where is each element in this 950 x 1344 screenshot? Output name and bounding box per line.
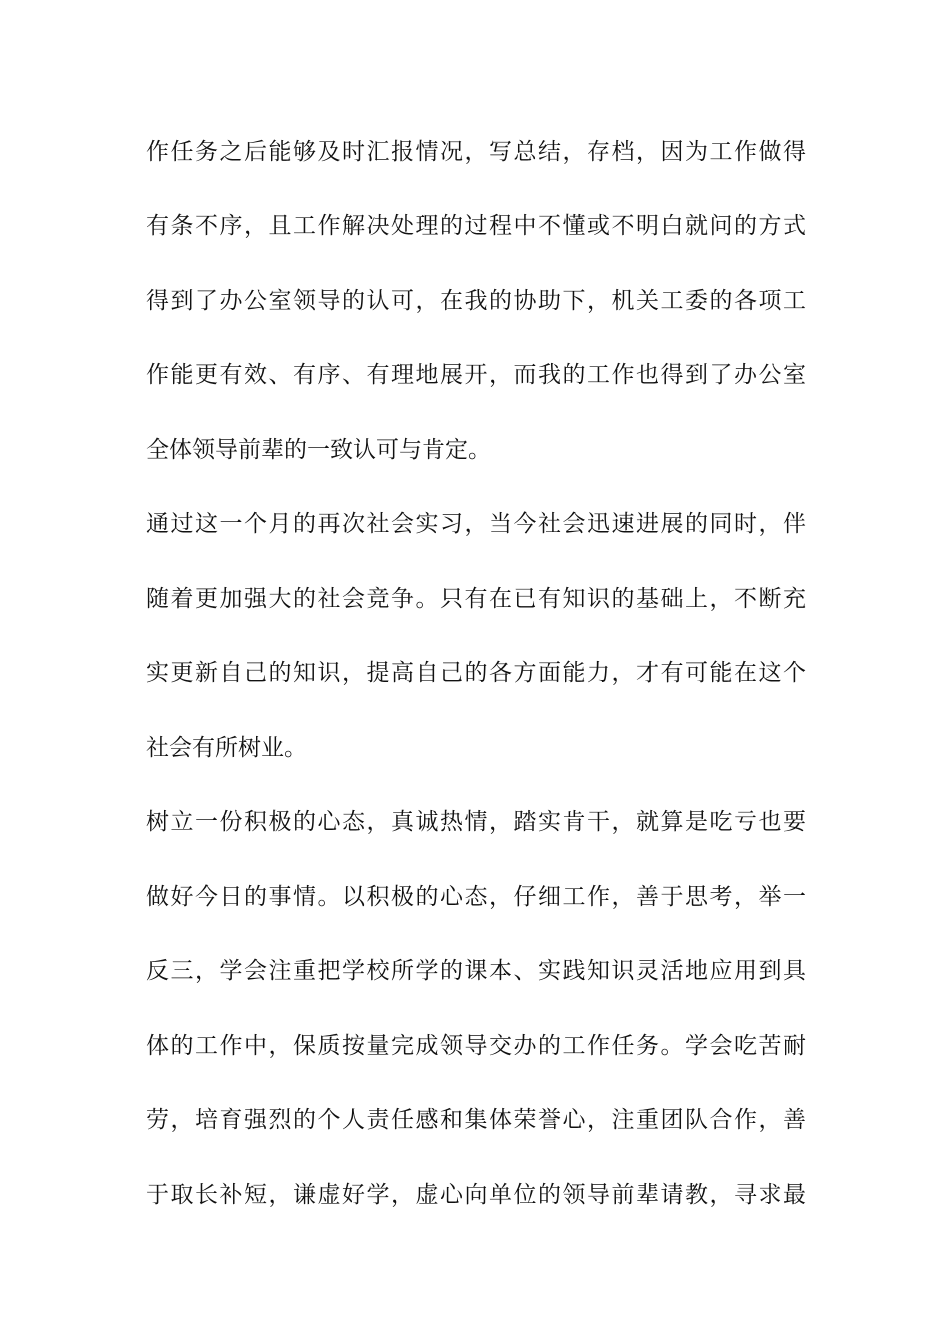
- text-line: 反三，学会注重把学校所学的课本、实践知识灵活地应用到具: [146, 958, 806, 984]
- text-line: 社会有所树业。: [146, 735, 307, 761]
- text-line: 全体领导前辈的一致认可与肯定。: [146, 437, 491, 463]
- text-line: 随着更加强大的社会竞争。只有在已有知识的基础上，不断充: [146, 586, 806, 612]
- text-line: 作任务之后能够及时汇报情况，写总结，存档，因为工作做得: [146, 139, 806, 165]
- text-line: 于取长补短，谦虚好学，虚心向单位的领导前辈请教，寻求最: [146, 1182, 806, 1208]
- text-line: 作能更有效、有序、有理地展开，而我的工作也得到了办公室: [146, 362, 806, 388]
- text-line: 通过这一个月的再次社会实习，当今社会迅速进展的同时，伴: [146, 511, 806, 537]
- text-line: 体的工作中，保质按量完成领导交办的工作任务。学会吃苦耐: [146, 1033, 806, 1059]
- text-line: 有条不序，且工作解决处理的过程中不懂或不明白就问的方式: [146, 213, 806, 239]
- text-line: 树立一份积极的心态，真诚热情，踏实肯干，就算是吃亏也要: [146, 809, 806, 835]
- text-line: 得到了办公室领导的认可，在我的协助下，机关工委的各项工: [146, 288, 806, 314]
- text-line: 实更新自己的知识，提高自己的各方面能力，才有可能在这个: [146, 660, 806, 686]
- text-line: 劳，培育强烈的个人责任感和集体荣誉心，注重团队合作，善: [146, 1107, 806, 1133]
- text-line: 做好今日的事情。以积极的心态，仔细工作，善于思考，举一: [146, 884, 806, 910]
